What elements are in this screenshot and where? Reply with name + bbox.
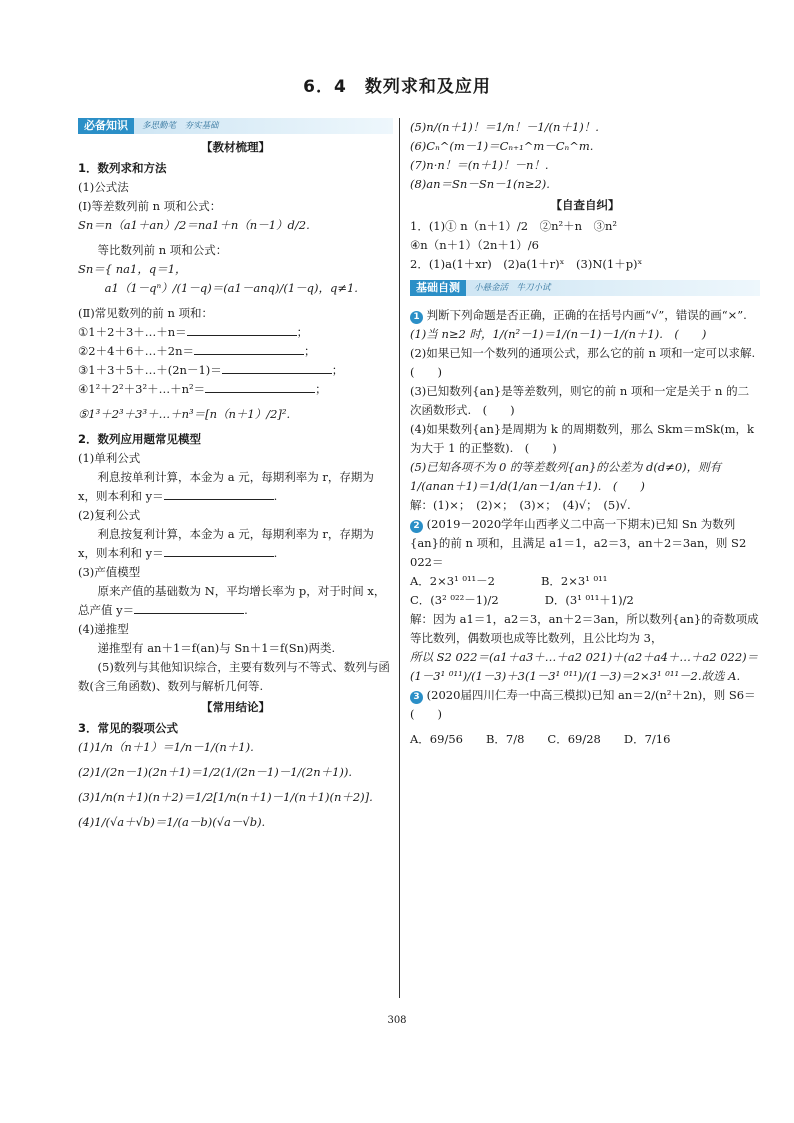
text-line: (3)产值模型 <box>78 565 141 579</box>
formula-line: (4)1/(√a＋√b)＝1/(a－b)(√a－√b). <box>78 815 266 829</box>
text-line: (1)公式法 <box>78 180 129 194</box>
answer-line: ④n（n＋1）（2n＋1）/6 <box>410 238 539 252</box>
fill-text: 利息按单利计算，本金为 a 元，每期利率为 r，存期为 x，则本利和 y＝ <box>78 470 374 503</box>
statement-line: (4)如果数列{an}是周期为 k 的周期数列，那么 Skm＝mSk(m，k 为大于 1 的正整数). ( ) <box>410 422 754 455</box>
banner-tag: 必备知识 <box>78 118 134 134</box>
fill-line: 利息按复利计算，本金为 a 元，每期利率为 r，存期为 x，则本利和 y＝ . <box>78 527 374 560</box>
banner-slogan: 小悬金活 牛刀小试 <box>466 280 760 296</box>
left-column <box>78 118 393 832</box>
fill-text: 原来产值的基础数为 N，平均增长率为 p，对于时间 x，总产值 y＝ <box>78 584 386 617</box>
blank-field <box>164 544 274 557</box>
section-heading: 【常用结论】 <box>201 700 270 714</box>
topic-heading: 1．数列求和方法 <box>78 161 167 175</box>
fill-text: ③1＋3＋5＋…＋(2n－1)＝ <box>78 363 222 377</box>
option-line: A．69/56 B．7/8 C．69/28 D．7/16 <box>410 732 671 746</box>
solution-line: 解：因为 a1＝1，a2＝3，an＋2＝3an，所以数列{an}的奇数项成等比数列，偶数项也成等比数列，且公比均为 3， <box>410 612 759 645</box>
question-number-badge: 3 <box>410 691 423 704</box>
formula-line: (5)n/(n＋1)！＝1/n！－1/(n＋1)！. <box>410 120 599 134</box>
text-line: (1)单利公式 <box>78 451 141 465</box>
fill-line: ①1＋2＋3＋…＋n＝ ； <box>78 325 309 339</box>
blank-field <box>134 601 244 614</box>
text-line: (Ⅱ)常见数列的前 n 项和： <box>78 306 214 320</box>
question-stem: (2019－2020学年山西孝义二中高一下期末)已知 Sn 为数列{an}的前 n 项和，且满足 a1＝1，a2＝3，an＋2＝3an，则 S2 022＝ <box>410 517 747 569</box>
column-divider <box>399 118 400 998</box>
formula-line: (3)1/n(n＋1)(n＋2)＝1/2[1/n(n＋1)－1/(n＋1)(n＋2)]. <box>78 790 373 804</box>
page-title: 6．4 数列求和及应用 <box>303 77 491 97</box>
option-line: C．(3² ⁰²²－1)/2 D．(3¹ ⁰¹¹＋1)/2 <box>410 593 634 607</box>
statement-line: (5)已知各项不为 0 的等差数列{an}的公差为 d(d≠0)，则有 1/(anan＋1)＝1/d(1/an－1/an＋1). ( ) <box>410 460 722 493</box>
blank-field <box>205 380 315 393</box>
question-number-badge: 1 <box>410 311 423 324</box>
text-line: (5)数列与其他知识综合，主要有数列与不等式、数列与函数(含三角函数)、数列与解析几何等. <box>78 660 390 693</box>
question-number-badge: 2 <box>410 520 423 533</box>
page-number: 308 <box>387 1015 407 1026</box>
fill-line: ②2＋4＋6＋…＋2n＝ ； <box>78 344 316 358</box>
formula-line: Sn＝{ na1，q＝1， <box>78 262 187 276</box>
formula-line: ⑤1³＋2³＋3³＋…＋n³＝[n（n＋1）/2]². <box>78 407 291 421</box>
statement-line: (2)如果已知一个数列的通项公式，那么它的前 n 项和一定可以求解. ( ) <box>410 346 767 379</box>
topic-heading: 3．常见的裂项公式 <box>78 721 179 735</box>
blank-field <box>164 487 274 500</box>
formula-line: (8)an＝Sn－Sn－1(n≥2). <box>410 177 550 191</box>
text-line: (4)递推型 <box>78 622 129 636</box>
solution-line: 所以 S2 022＝(a1＋a3＋…＋a2 021)＋(a2＋a4＋…＋a2 022)＝(1－3¹ ⁰¹¹)/(1－3)＋3(1－3¹ ⁰¹¹)/(1－3)＝2×3¹ ⁰¹¹－2.故选 A. <box>410 650 759 683</box>
fill-text: 利息按复利计算，本金为 a 元，每期利率为 r，存期为 x，则本利和 y＝ <box>78 527 374 560</box>
fill-line: 利息按单利计算，本金为 a 元，每期利率为 r，存期为 x，则本利和 y＝ . <box>78 470 374 503</box>
topic-heading: 2．数列应用题常见模型 <box>78 432 202 446</box>
fill-line: 原来产值的基础数为 N，平均增长率为 p，对于时间 x，总产值 y＝ . <box>78 584 386 617</box>
text-line: 递推型有 an＋1＝f(an)与 Sn＋1＝f(Sn)两类. <box>97 641 336 655</box>
formula-line: (1)1/n（n＋1）＝1/n－1/(n＋1). <box>78 740 254 754</box>
fill-line: ③1＋3＋5＋…＋(2n－1)＝ ； <box>78 363 344 377</box>
question-stem: (2020届四川仁寿一中高三模拟)已知 an＝2/(n²＋2n)，则 S6＝ ( ) <box>410 688 768 721</box>
section-heading: 【自查自纠】 <box>550 198 620 212</box>
answer-line: 2．(1)a(1＋xr) (2)a(1＋r)ˣ (3)N(1＋p)ˣ <box>410 257 643 271</box>
blank-field <box>194 342 304 355</box>
formula-line: (7)n·n！＝(n＋1)！－n！. <box>410 158 549 172</box>
fill-line: ④1²＋2²＋3²＋…＋n²＝ ； <box>78 382 327 396</box>
formula-line: Sn＝n（a1＋an）/2＝na1＋n（n－1）d/2. <box>78 218 310 232</box>
question-1 <box>410 306 760 325</box>
text-line: 等比数列前 n 项和公式： <box>97 243 228 257</box>
solution-line: 解：(1)×； (2)×； (3)×； (4)√； (5)√. <box>410 498 631 512</box>
banner-basic-self-test <box>410 280 760 296</box>
statement-line: (3)已知数列{an}是等差数列，则它的前 n 项和一定是关于 n 的二次函数形式. ( ) <box>410 384 750 417</box>
fill-text: ①1＋2＋3＋…＋n＝ <box>78 325 187 339</box>
formula-line: (6)Cₙ^(m－1)＝Cₙ₊₁^m－Cₙ^m. <box>410 139 594 153</box>
question-stem: 判断下列命题是否正确，正确的在括号内画“√”，错误的画“×”. <box>426 308 747 322</box>
text-line: (2)复利公式 <box>78 508 141 522</box>
question-3 <box>410 686 768 724</box>
fill-text: ②2＋4＋6＋…＋2n＝ <box>78 344 194 358</box>
option-line: A．2×3¹ ⁰¹¹－2 B．2×3¹ ⁰¹¹ <box>410 574 608 588</box>
banner-slogan: 多思勤笔 夯实基础 <box>134 118 393 134</box>
blank-field <box>222 361 332 374</box>
statement-line: (1)当 n≥2 时，1/(n²－1)＝1/(n－1)－1/(n＋1). ( ) <box>410 327 707 341</box>
question-2 <box>410 515 760 572</box>
fill-text: ④1²＋2²＋3²＋…＋n²＝ <box>78 382 206 396</box>
banner-tag: 基础自测 <box>410 280 466 296</box>
formula-line: a1（1－qⁿ）/(1－q)＝(a1－anq)/(1－q)，q≠1. <box>78 281 358 295</box>
banner-essential-knowledge <box>78 118 393 134</box>
right-column <box>410 118 768 749</box>
text-line: (Ⅰ)等差数列前 n 项和公式： <box>78 199 222 213</box>
formula-line: (2)1/(2n－1)(2n＋1)＝1/2(1/(2n－1)－1/(2n＋1)). <box>78 765 353 779</box>
blank-field <box>187 323 297 336</box>
answer-line: 1．(1)① n（n＋1）/2 ②n²＋n ③n² <box>410 219 618 233</box>
section-heading: 【教材梳理】 <box>201 140 270 154</box>
